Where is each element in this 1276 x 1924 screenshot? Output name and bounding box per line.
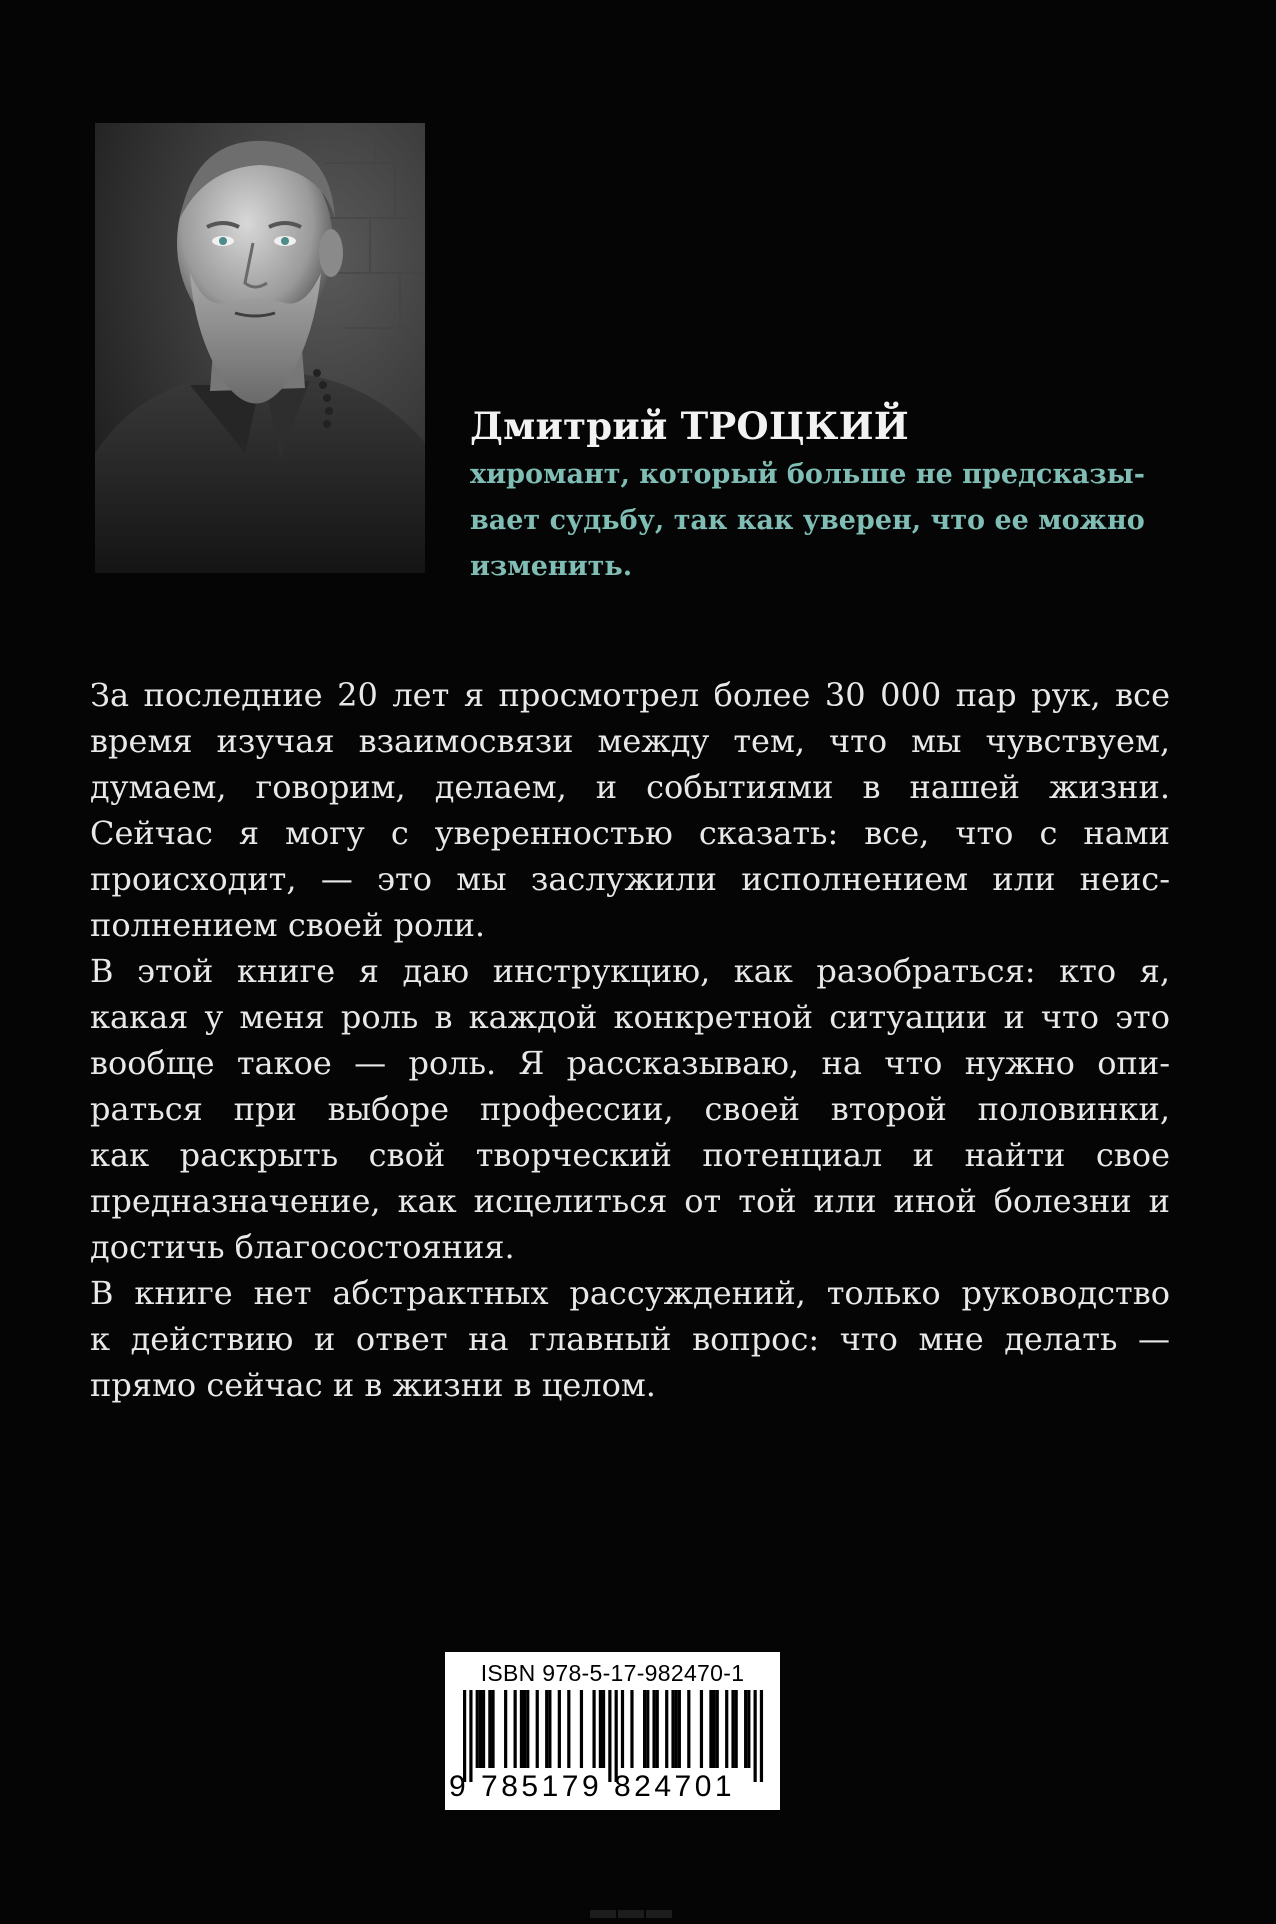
barcode-bar [747,1690,750,1768]
barcode-bar [709,1690,712,1768]
description-line: время изучая взаимосвязи между тем, что мы чувствуем, [90,722,1170,760]
description-line: В книге нет абстрактных рассуждений, только руководство [90,1274,1170,1312]
barcode-bar [469,1690,472,1782]
barcode-bar [643,1690,646,1768]
description-paragraph [90,672,1170,948]
barcode-bar [599,1690,602,1768]
barcode-bar [526,1690,529,1768]
description-line: Сейчас я могу с уверенностью сказать: все, что с нами [90,814,1170,852]
barcode-bar [520,1690,523,1768]
isbn-barcode [445,1652,780,1810]
author-bio-line: вает судьбу, так как уверен, что ее можно [470,505,1145,536]
barcode-bar [754,1690,757,1782]
barcode-bar [656,1690,659,1768]
description-line: к действию и ответ на главный вопрос: что мне делать — [90,1320,1170,1358]
barcode-bar [558,1690,561,1768]
barcode-bar [760,1690,763,1782]
barcode-bars [463,1690,763,1782]
description-line: вообще такое — роль. Я рассказываю, на что нужно опи- [90,1044,1170,1082]
barcode-bar [630,1690,633,1768]
barcode-bar [687,1690,690,1768]
barcode-bar [671,1690,674,1768]
barcode-bar [678,1690,681,1768]
barcode-bar [621,1690,624,1768]
description-line: предназначение, как исцелиться от той или иной болезни и [90,1182,1170,1220]
barcode-bar [700,1690,703,1768]
author-name: Дмитрий ТРОЦКИЙ [470,404,909,448]
barcode-bar [491,1690,494,1768]
description-line: достичь благосостояния. [90,1228,515,1266]
barcode-bar [476,1690,479,1768]
barcode-bar [504,1690,507,1768]
author-bio [470,452,1180,590]
description-line: какая у меня роль в каждой конкретной ситуации и что это [90,998,1170,1036]
description-line: происходит, — это мы заслужили исполнением или неис- [90,860,1170,898]
isbn-label: ISBN 978-5-17-982470-1 [480,1660,745,1686]
barcode-bar [615,1690,618,1782]
barcode-bar [744,1690,747,1768]
barcode-bar [567,1690,570,1768]
author-bio-line: изменить. [470,551,633,582]
barcode-bar [545,1690,548,1768]
barcode-bar [536,1690,539,1768]
barcode-bar [725,1690,728,1768]
barcode-bar [602,1690,605,1768]
description-paragraph [90,1270,1170,1408]
publisher-mark: ▬▬▬ [590,1894,674,1924]
book-description [90,672,1170,1408]
barcode-bar [716,1690,719,1768]
description-line: прямо сейчас и в жизни в целом. [90,1366,656,1404]
description-line: В этой книге я даю инструкцию, как разобраться: кто я, [90,952,1170,990]
barcode-bar [548,1690,551,1768]
barcode-bar [482,1690,485,1768]
barcode-bar [652,1690,655,1768]
barcode-bar [488,1690,491,1768]
barcode-bar [646,1690,649,1768]
barcode-bar [608,1690,611,1782]
barcode-bar [735,1690,738,1768]
barcode-bar [580,1690,583,1768]
description-paragraph [90,948,1170,1270]
description-line: думаем, говорим, делаем, и событиями в нашей жизни. [90,768,1170,806]
barcode-bar [523,1690,526,1768]
description-line: За последние 20 лет я просмотрел более 30 000 пар рук, все [90,676,1170,714]
ean-digits: 9 785179 824701 [449,1770,736,1803]
barcode-bar [479,1690,482,1768]
description-line: полнением своей роли. [90,906,486,944]
description-line: раться при выборе профессии, своей второй половинки, [90,1090,1170,1128]
author-photo [95,123,425,573]
barcode-bar [665,1690,668,1768]
barcode-bar [675,1690,678,1768]
author-bio-line: хиромант, который больше не предсказы- [470,459,1145,490]
description-line: как раскрыть свой творческий потенциал и найти свое [90,1136,1170,1174]
barcode-bar [463,1690,466,1782]
barcode-bar [731,1690,734,1768]
barcode-bar [712,1690,715,1768]
barcode-bar [514,1690,517,1768]
barcode-bar [592,1690,595,1768]
